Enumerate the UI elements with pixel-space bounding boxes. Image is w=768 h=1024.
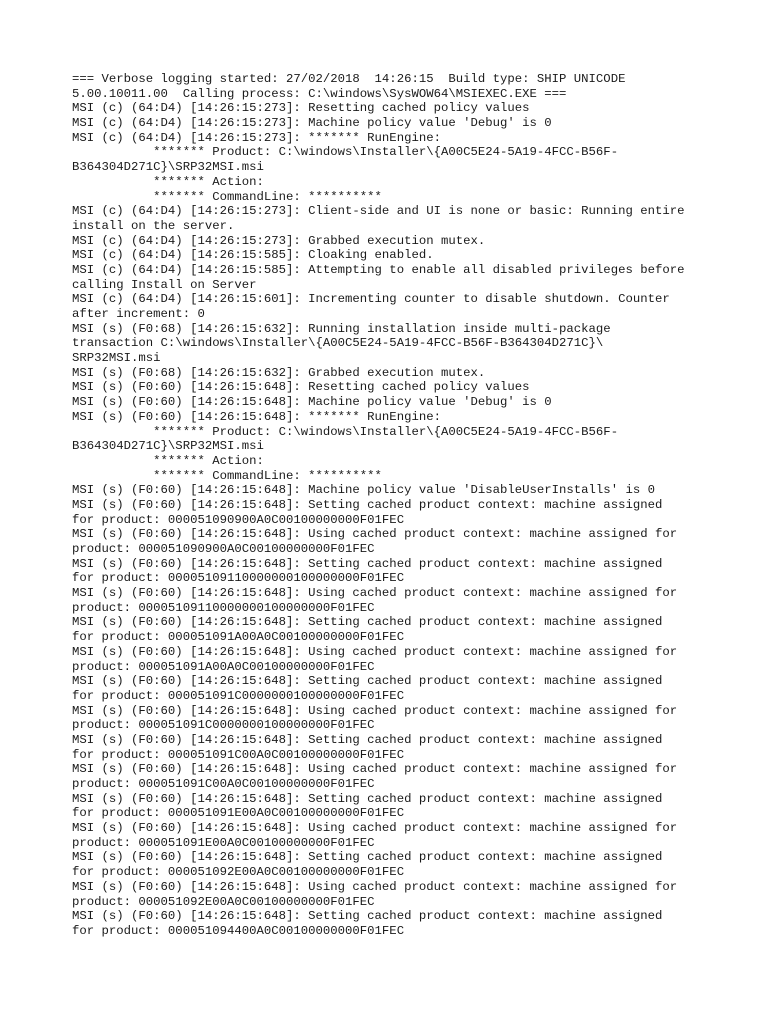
log-line: for product: 000051091C0000000100000000F01FEC xyxy=(72,688,405,703)
log-line: MSI (s) (F0:60) [14:26:15:648]: Machine policy value 'DisableUserInstalls' is 0 xyxy=(72,483,655,498)
log-line: ******* Product: C:\windows\Installer\{A00C5E24-5A19-4FCC-B56F- xyxy=(72,145,619,160)
log-line: MSI (c) (64:D4) [14:26:15:585]: Attempting to enable all disabled privileges before xyxy=(72,262,685,277)
log-line: MSI (s) (F0:60) [14:26:15:648]: Using cached product context: machine assigned for xyxy=(72,879,678,894)
log-line: MSI (s) (F0:60) [14:26:15:648]: Using cached product context: machine assigned for xyxy=(72,586,678,601)
log-line: MSI (c) (64:D4) [14:26:15:273]: Grabbed execution mutex. xyxy=(72,233,486,248)
log-line: MSI (s) (F0:68) [14:26:15:632]: Running installation inside multi-package xyxy=(72,321,611,336)
log-line: MSI (c) (64:D4) [14:26:15:601]: Incrementing counter to disable shutdown. Counter xyxy=(72,292,670,307)
log-line: product: 000051090900A0C00100000000F01FEC xyxy=(72,542,375,556)
log-line: ******* CommandLine: ********** xyxy=(72,468,382,483)
log-line: MSI (s) (F0:60) [14:26:15:648]: Setting cached product context: machine assigned xyxy=(72,615,663,630)
log-line: MSI (s) (F0:60) [14:26:15:648]: Machine policy value 'Debug' is 0 xyxy=(72,395,552,410)
log-line: product: 000051091C0000000100000000F01FEC xyxy=(72,718,375,733)
log-line: MSI (s) (F0:60) [14:26:15:648]: Setting cached product context: machine assigned xyxy=(72,909,663,924)
log-document xyxy=(72,72,712,939)
log-line: MSI (s) (F0:60) [14:26:15:648]: Using cached product context: machine assigned for xyxy=(72,644,678,659)
log-line: product: 000051092E00A0C00100000000F01FEC xyxy=(72,894,375,909)
log-line: for product: 000051091C00A0C00100000000F01FEC xyxy=(72,747,405,762)
log-line: MSI (s) (F0:60) [14:26:15:648]: Setting cached product context: machine assigned xyxy=(72,850,663,865)
log-line: MSI (s) (F0:60) [14:26:15:648]: Using cached product context: machine assigned for xyxy=(72,527,678,542)
log-line: for product: 00005109110000000100000000F01FEC xyxy=(72,571,405,586)
log-line: SRP32MSI.msi xyxy=(72,351,161,366)
log-line: MSI (c) (64:D4) [14:26:15:273]: Machine policy value 'Debug' is 0 xyxy=(72,116,552,131)
log-line: MSI (s) (F0:60) [14:26:15:648]: Using cached product context: machine assigned for xyxy=(72,762,678,777)
log-line: MSI (s) (F0:60) [14:26:15:648]: Resetting cached policy values xyxy=(72,380,530,395)
log-line: product: 000051091A00A0C00100000000F01FEC xyxy=(72,659,375,674)
log-line: product: 000051091E00A0C00100000000F01FEC xyxy=(72,835,375,850)
log-line: transaction C:\windows\Installer\{A00C5E24-5A19-4FCC-B56F-B364304D271C}\ xyxy=(72,336,604,351)
log-line: MSI (s) (F0:68) [14:26:15:632]: Grabbed execution mutex. xyxy=(72,365,486,380)
log-line: MSI (s) (F0:60) [14:26:15:648]: Setting cached product context: machine assigned xyxy=(72,556,663,571)
log-line: ******* Action: xyxy=(72,174,264,189)
log-line: for product: 000051091E00A0C00100000000F01FEC xyxy=(72,806,405,821)
log-line: MSI (s) (F0:60) [14:26:15:648]: Setting cached product context: machine assigned xyxy=(72,674,663,689)
log-line: === Verbose logging started: 27/02/2018 14:26:15 Build type: SHIP UNICODE xyxy=(72,72,626,86)
log-line: MSI (s) (F0:60) [14:26:15:648]: Using cached product context: machine assigned for xyxy=(72,821,678,836)
log-line: ******* Action: xyxy=(72,453,264,468)
log-line: MSI (c) (64:D4) [14:26:15:273]: Resetting cached policy values xyxy=(72,101,530,116)
log-line: for product: 000051092E00A0C00100000000F01FEC xyxy=(72,865,405,880)
log-line: install on the server. xyxy=(72,218,235,233)
log-line: MSI (s) (F0:60) [14:26:15:648]: Setting cached product context: machine assigned xyxy=(72,791,663,806)
log-line: MSI (c) (64:D4) [14:26:15:273]: ******* RunEngine: xyxy=(72,130,441,145)
log-line: after increment: 0 xyxy=(72,307,205,321)
log-line: MSI (c) (64:D4) [14:26:15:585]: Cloaking enabled. xyxy=(72,248,434,263)
log-line: ******* CommandLine: ********** xyxy=(72,189,382,204)
log-line: MSI (s) (F0:60) [14:26:15:648]: ******* RunEngine: xyxy=(72,409,441,424)
log-line: for product: 000051091A00A0C00100000000F01FEC xyxy=(72,630,405,645)
log-line: MSI (c) (64:D4) [14:26:15:273]: Client-side and UI is none or basic: Running entire xyxy=(72,204,685,219)
log-line: calling Install on Server xyxy=(72,277,257,292)
log-line: MSI (s) (F0:60) [14:26:15:648]: Setting cached product context: machine assigned xyxy=(72,732,663,747)
log-line: B364304D271C}\SRP32MSI.msi xyxy=(72,439,264,454)
log-line: product: 000051091C00A0C00100000000F01FEC xyxy=(72,777,375,791)
log-line: product: 00005109110000000100000000F01FEC xyxy=(72,600,375,615)
log-line: for product: 000051094400A0C00100000000F01FEC xyxy=(72,923,405,938)
log-line: for product: 000051090900A0C00100000000F01FEC xyxy=(72,512,405,527)
log-line: MSI (s) (F0:60) [14:26:15:648]: Using cached product context: machine assigned for xyxy=(72,703,678,718)
log-line: MSI (s) (F0:60) [14:26:15:648]: Setting cached product context: machine assigned xyxy=(72,497,663,512)
log-line: B364304D271C}\SRP32MSI.msi xyxy=(72,160,264,175)
log-line: ******* Product: C:\windows\Installer\{A00C5E24-5A19-4FCC-B56F- xyxy=(72,424,619,439)
log-line: 5.00.10011.00 Calling process: C:\windows\SysWOW64\MSIEXEC.EXE === xyxy=(72,86,567,101)
